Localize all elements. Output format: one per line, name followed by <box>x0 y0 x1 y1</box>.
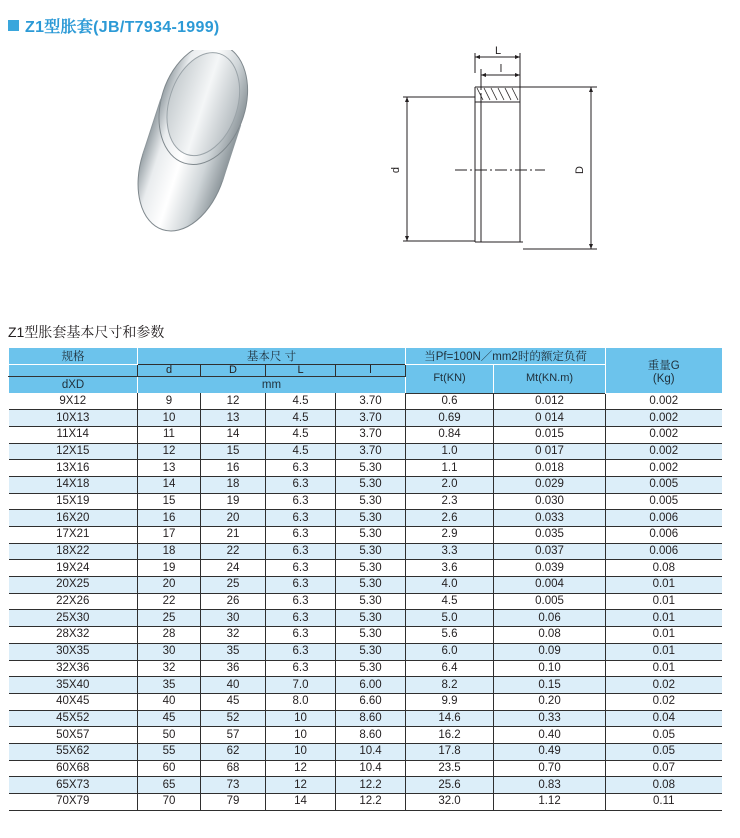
table-row <box>9 426 722 443</box>
cell-D: 62 <box>201 743 266 760</box>
cell-d: 16 <box>138 510 201 527</box>
cell-D: 30 <box>201 610 266 627</box>
cell-spec: 40X45 <box>9 693 138 710</box>
table-row <box>9 510 722 527</box>
header-col-l: l <box>336 365 406 377</box>
cell-weight: 0.005 <box>606 493 722 510</box>
cell-D: 35 <box>201 643 266 660</box>
cell-weight: 0.002 <box>606 410 722 427</box>
cell-weight: 0.006 <box>606 527 722 544</box>
cell-spec: 20X25 <box>9 577 138 594</box>
cell-d: 22 <box>138 593 201 610</box>
cell-L: 10 <box>266 743 336 760</box>
cell-d: 12 <box>138 443 201 460</box>
cell-D: 25 <box>201 577 266 594</box>
cell-L: 4.5 <box>266 443 336 460</box>
cell-L: 6.3 <box>266 627 336 644</box>
cell-mt: 0.15 <box>494 677 606 694</box>
cell-mt: 0.004 <box>494 577 606 594</box>
cell-D: 13 <box>201 410 266 427</box>
cell-d: 32 <box>138 660 201 677</box>
cell-weight: 0.02 <box>606 677 722 694</box>
cell-d: 9 <box>138 393 201 410</box>
cell-spec: 25X30 <box>9 610 138 627</box>
cell-ft: 1.1 <box>406 460 494 477</box>
cell-L: 6.3 <box>266 543 336 560</box>
header-spec-sub: dXD <box>9 377 138 394</box>
cell-ft: 3.6 <box>406 560 494 577</box>
cell-ft: 32.0 <box>406 794 494 811</box>
cell-weight: 0.04 <box>606 710 722 727</box>
cell-ft: 1.0 <box>406 443 494 460</box>
cell-D: 24 <box>201 560 266 577</box>
table-row <box>9 643 722 660</box>
table-row <box>9 627 722 644</box>
cell-weight: 0.006 <box>606 510 722 527</box>
cell-ft: 5.0 <box>406 610 494 627</box>
cell-d: 50 <box>138 727 201 744</box>
cell-spec: 32X36 <box>9 660 138 677</box>
cell-weight: 0.006 <box>606 543 722 560</box>
table-row <box>9 794 722 811</box>
cell-D: 18 <box>201 476 266 493</box>
cell-l: 6.00 <box>336 677 406 694</box>
dim-label-d: d <box>390 166 402 174</box>
cell-weight: 0.08 <box>606 777 722 794</box>
title-square-icon <box>8 20 19 31</box>
cell-L: 4.5 <box>266 393 336 410</box>
cell-d: 20 <box>138 577 201 594</box>
cell-L: 6.3 <box>266 593 336 610</box>
header-col-d: d <box>138 365 201 377</box>
cell-D: 15 <box>201 443 266 460</box>
cell-D: 12 <box>201 393 266 410</box>
cell-mt: 0.037 <box>494 543 606 560</box>
cell-ft: 25.6 <box>406 777 494 794</box>
cell-spec: 30X35 <box>9 643 138 660</box>
header-col-D: D <box>201 365 266 377</box>
header-unit-mm: mm <box>138 377 406 394</box>
cell-ft: 6.4 <box>406 660 494 677</box>
table-title: Z1型胀套基本尺寸和参数 <box>8 324 165 340</box>
cell-L: 14 <box>266 794 336 811</box>
table-row <box>9 493 722 510</box>
cell-ft: 2.6 <box>406 510 494 527</box>
cell-D: 79 <box>201 794 266 811</box>
cell-weight: 0.005 <box>606 476 722 493</box>
cell-l: 12.2 <box>336 777 406 794</box>
cell-mt: 0.039 <box>494 560 606 577</box>
cell-d: 28 <box>138 627 201 644</box>
table-row <box>9 677 722 694</box>
cell-spec: 9X12 <box>9 393 138 410</box>
cell-spec: 45X52 <box>9 710 138 727</box>
cell-l: 5.30 <box>336 476 406 493</box>
cell-D: 45 <box>201 693 266 710</box>
cell-spec: 35X40 <box>9 677 138 694</box>
cell-L: 8.0 <box>266 693 336 710</box>
cell-ft: 4.0 <box>406 577 494 594</box>
cell-L: 6.3 <box>266 610 336 627</box>
table-row <box>9 727 722 744</box>
header-mt: Mt(KN.m) <box>494 365 606 394</box>
header-weight <box>606 348 722 394</box>
cell-mt: 0.10 <box>494 660 606 677</box>
header-spec: 规格 <box>9 348 138 365</box>
cell-weight: 0.01 <box>606 627 722 644</box>
cell-d: 60 <box>138 760 201 777</box>
cell-L: 6.3 <box>266 560 336 577</box>
cell-l: 8.60 <box>336 710 406 727</box>
table-row <box>9 593 722 610</box>
header-weight-unit: (Kg) <box>652 372 675 385</box>
cell-ft: 2.0 <box>406 476 494 493</box>
cell-weight: 0.002 <box>606 443 722 460</box>
cell-weight: 0.01 <box>606 660 722 677</box>
cell-D: 52 <box>201 710 266 727</box>
cell-D: 19 <box>201 493 266 510</box>
cell-weight: 0.11 <box>606 794 722 811</box>
cell-l: 5.30 <box>336 510 406 527</box>
cell-l: 5.30 <box>336 660 406 677</box>
cell-weight: 0.01 <box>606 610 722 627</box>
cell-D: 68 <box>201 760 266 777</box>
cell-D: 22 <box>201 543 266 560</box>
cell-l: 5.30 <box>336 543 406 560</box>
header-basic-dims: 基本尺 寸 <box>138 348 406 365</box>
table-row <box>9 760 722 777</box>
cell-d: 18 <box>138 543 201 560</box>
cell-l: 12.2 <box>336 794 406 811</box>
cell-mt: 0.33 <box>494 710 606 727</box>
cell-weight: 0.02 <box>606 693 722 710</box>
cell-l: 5.30 <box>336 593 406 610</box>
cell-ft: 6.0 <box>406 643 494 660</box>
cell-d: 70 <box>138 794 201 811</box>
cell-l: 3.70 <box>336 393 406 410</box>
cell-spec: 60X68 <box>9 760 138 777</box>
cell-D: 40 <box>201 677 266 694</box>
cell-l: 5.30 <box>336 643 406 660</box>
table-row <box>9 577 722 594</box>
cell-L: 6.3 <box>266 510 336 527</box>
table-row <box>9 393 722 410</box>
cell-ft: 2.3 <box>406 493 494 510</box>
cell-spec: 50X57 <box>9 727 138 744</box>
cell-L: 10 <box>266 710 336 727</box>
cell-mt: 0.49 <box>494 743 606 760</box>
cell-L: 6.3 <box>266 476 336 493</box>
cell-d: 30 <box>138 643 201 660</box>
cell-mt: 0.033 <box>494 510 606 527</box>
cell-l: 5.30 <box>336 527 406 544</box>
cell-l: 10.4 <box>336 760 406 777</box>
cell-L: 10 <box>266 727 336 744</box>
cell-weight: 0.01 <box>606 643 722 660</box>
cell-spec: 22X26 <box>9 593 138 610</box>
cell-weight: 0.05 <box>606 727 722 744</box>
cell-l: 10.4 <box>336 743 406 760</box>
cell-mt: 0.06 <box>494 610 606 627</box>
cell-spec: 14X18 <box>9 476 138 493</box>
cell-L: 6.3 <box>266 527 336 544</box>
cell-ft: 0.6 <box>406 393 494 410</box>
table-row <box>9 610 722 627</box>
table-row <box>9 443 722 460</box>
spec-table-body <box>9 393 722 810</box>
cell-D: 20 <box>201 510 266 527</box>
cell-d: 65 <box>138 777 201 794</box>
cell-d: 19 <box>138 560 201 577</box>
cell-spec: 16X20 <box>9 510 138 527</box>
cell-mt: 0.005 <box>494 593 606 610</box>
table-row <box>9 710 722 727</box>
cell-ft: 17.8 <box>406 743 494 760</box>
cell-spec: 19X24 <box>9 560 138 577</box>
table-row <box>9 777 722 794</box>
cell-mt: 0.83 <box>494 777 606 794</box>
cell-ft: 0.84 <box>406 426 494 443</box>
table-row <box>9 660 722 677</box>
cell-d: 25 <box>138 610 201 627</box>
cell-L: 6.3 <box>266 577 336 594</box>
table-row <box>9 743 722 760</box>
cell-D: 14 <box>201 426 266 443</box>
cell-l: 6.60 <box>336 693 406 710</box>
cell-L: 12 <box>266 760 336 777</box>
header-rated-load: 当Pf=100N／mm2时的额定负荷 <box>406 348 606 365</box>
cell-spec: 10X13 <box>9 410 138 427</box>
cell-spec: 70X79 <box>9 794 138 811</box>
cell-l: 5.30 <box>336 493 406 510</box>
cell-d: 17 <box>138 527 201 544</box>
dim-label-D: D <box>574 166 586 174</box>
cell-L: 6.3 <box>266 460 336 477</box>
spec-table <box>8 347 722 811</box>
cell-spec: 65X73 <box>9 777 138 794</box>
cell-weight: 0.002 <box>606 426 722 443</box>
cell-ft: 23.5 <box>406 760 494 777</box>
table-row <box>9 527 722 544</box>
cell-mt: 1.12 <box>494 794 606 811</box>
cell-weight: 0.08 <box>606 560 722 577</box>
table-row <box>9 410 722 427</box>
cell-spec: 17X21 <box>9 527 138 544</box>
cell-ft: 4.5 <box>406 593 494 610</box>
cell-spec: 12X15 <box>9 443 138 460</box>
section-drawing <box>385 45 610 255</box>
cell-d: 13 <box>138 460 201 477</box>
cell-D: 26 <box>201 593 266 610</box>
cell-mt: 0 014 <box>494 410 606 427</box>
cell-D: 32 <box>201 627 266 644</box>
cell-weight: 0.01 <box>606 593 722 610</box>
cell-L: 6.3 <box>266 493 336 510</box>
header-ft: Ft(KN) <box>406 365 494 394</box>
cell-spec: 55X62 <box>9 743 138 760</box>
cell-spec: 18X22 <box>9 543 138 560</box>
cell-L: 4.5 <box>266 426 336 443</box>
cell-spec: 11X14 <box>9 426 138 443</box>
dim-label-l: l <box>499 63 503 75</box>
table-row <box>9 476 722 493</box>
cell-d: 40 <box>138 693 201 710</box>
cell-mt: 0 017 <box>494 443 606 460</box>
cell-d: 11 <box>138 426 201 443</box>
table-row <box>9 460 722 477</box>
cell-ft: 2.9 <box>406 527 494 544</box>
expansion-sleeve-photo <box>115 50 265 240</box>
cell-D: 21 <box>201 527 266 544</box>
cell-weight: 0.002 <box>606 460 722 477</box>
cell-spec: 28X32 <box>9 627 138 644</box>
title-text: Z1型胀套(JB/T7934-1999) <box>25 18 220 36</box>
cell-D: 36 <box>201 660 266 677</box>
cell-l: 5.30 <box>336 577 406 594</box>
cell-ft: 8.2 <box>406 677 494 694</box>
cell-mt: 0.09 <box>494 643 606 660</box>
cell-D: 73 <box>201 777 266 794</box>
cell-ft: 5.6 <box>406 627 494 644</box>
cell-l: 3.70 <box>336 410 406 427</box>
cell-d: 10 <box>138 410 201 427</box>
cell-L: 12 <box>266 777 336 794</box>
cell-D: 16 <box>201 460 266 477</box>
cell-weight: 0.01 <box>606 577 722 594</box>
cell-l: 3.70 <box>336 443 406 460</box>
cell-mt: 0.035 <box>494 527 606 544</box>
cell-l: 5.30 <box>336 627 406 644</box>
cell-l: 5.30 <box>336 560 406 577</box>
cell-L: 4.5 <box>266 410 336 427</box>
cell-d: 14 <box>138 476 201 493</box>
header-spec-blank <box>9 365 138 377</box>
cell-mt: 0.08 <box>494 627 606 644</box>
cell-D: 57 <box>201 727 266 744</box>
table-row <box>9 560 722 577</box>
cell-d: 35 <box>138 677 201 694</box>
cell-L: 6.3 <box>266 643 336 660</box>
cell-l: 8.60 <box>336 727 406 744</box>
cell-weight: 0.05 <box>606 743 722 760</box>
cell-mt: 0.012 <box>494 393 606 410</box>
cell-mt: 0.70 <box>494 760 606 777</box>
cell-mt: 0.029 <box>494 476 606 493</box>
table-row <box>9 543 722 560</box>
table-row <box>9 693 722 710</box>
cell-d: 45 <box>138 710 201 727</box>
cell-weight: 0.07 <box>606 760 722 777</box>
page-title <box>8 14 220 36</box>
cell-weight: 0.002 <box>606 393 722 410</box>
cell-ft: 0.69 <box>406 410 494 427</box>
cell-spec: 15X19 <box>9 493 138 510</box>
cell-L: 7.0 <box>266 677 336 694</box>
header-weight-label: 重量G <box>647 359 680 372</box>
cell-ft: 14.6 <box>406 710 494 727</box>
cell-l: 5.30 <box>336 610 406 627</box>
cell-ft: 9.9 <box>406 693 494 710</box>
cell-l: 5.30 <box>336 460 406 477</box>
cell-mt: 0.015 <box>494 426 606 443</box>
cell-spec: 13X16 <box>9 460 138 477</box>
cell-mt: 0.030 <box>494 493 606 510</box>
cell-L: 6.3 <box>266 660 336 677</box>
cell-d: 55 <box>138 743 201 760</box>
dim-label-L: L <box>494 45 502 57</box>
cell-ft: 16.2 <box>406 727 494 744</box>
header-col-L: L <box>266 365 336 377</box>
cell-mt: 0.40 <box>494 727 606 744</box>
cell-d: 15 <box>138 493 201 510</box>
cell-mt: 0.018 <box>494 460 606 477</box>
cell-ft: 3.3 <box>406 543 494 560</box>
cell-l: 3.70 <box>336 426 406 443</box>
cell-mt: 0.20 <box>494 693 606 710</box>
